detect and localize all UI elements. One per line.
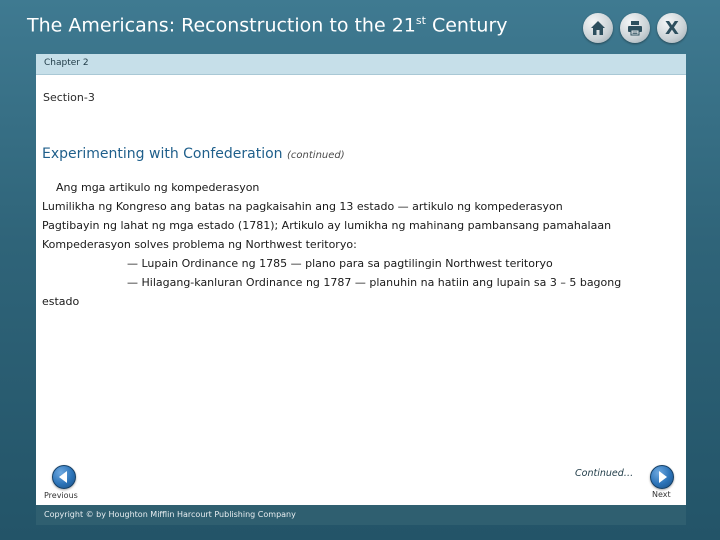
print-button[interactable] [620,13,650,43]
chapter-bar [36,54,686,75]
app-title: The Americans: Reconstruction to the 21st Century [27,14,508,37]
home-icon [590,20,606,36]
print-icon [627,20,643,36]
section-label: Section-3 [43,91,95,104]
heading-continued: (continued) [287,150,345,161]
close-button[interactable] [657,13,687,43]
previous-button[interactable] [52,465,76,489]
next-label[interactable]: Next [652,490,671,499]
arrow-left-icon [53,466,75,488]
arrow-right-icon [651,466,673,488]
continued-label: Continued… [575,468,634,479]
body-line: — Hilagang-kanluran Ordinance ng 1787 — planuhin na hatiin ang lupain sa 3 – 5 bagong estado [42,276,622,308]
body-line: Pagtibayin ng lahat ng mga estado (1781); Artikulo ay lumikha ng mahinang pambansang pamahalaan [42,219,612,232]
slide-heading [42,146,345,162]
copyright-text: Copyright © by Houghton Mifflin Harcourt Publishing Company [44,510,296,519]
next-button[interactable] [650,465,674,489]
body-text [42,178,642,311]
body-line: Kompederasyon solves problema ng Northwest teritoryo: [42,238,357,251]
body-line: Lumilikha ng Kongreso ang batas na pagkaisahin ang 13 estado — artikulo ng kompederasyon [42,200,563,213]
chapter-label: Chapter 2 [44,58,89,68]
previous-label[interactable]: Previous [44,491,78,500]
body-line: Ang mga artikulo ng kompederasyon [56,181,260,194]
heading-main: Experimenting with Confederation [42,146,283,162]
content-panel [36,54,686,505]
close-icon: X [665,17,679,39]
body-line: — Lupain Ordinance ng 1785 — plano para sa pagtilingin Northwest teritoryo [127,257,553,270]
home-button[interactable] [583,13,613,43]
footer-bar [36,505,686,525]
nav-icons [583,13,687,43]
